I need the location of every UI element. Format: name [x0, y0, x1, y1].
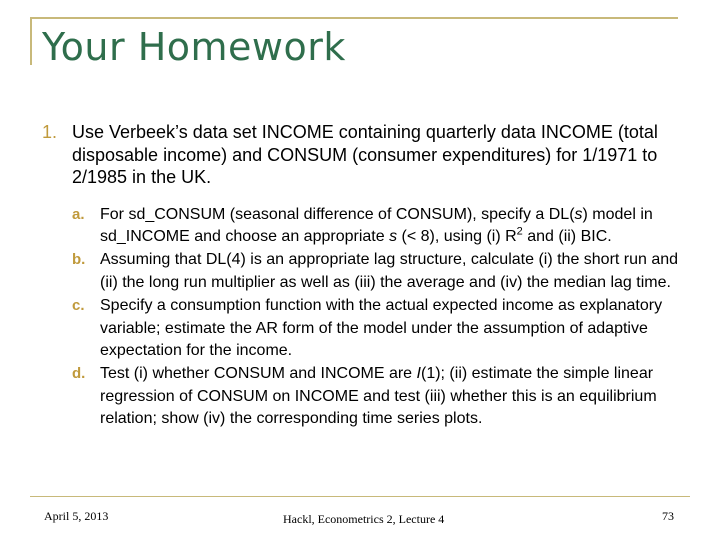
footer-rule — [30, 496, 690, 497]
superscript: 2 — [516, 225, 523, 238]
item-text: Use Verbeek’s data set INCOME containing quarterly data INCOME (total disposable income) and CONSUM (consumer expenditures) for 1/1971 to 2/1985 in the UK. — [72, 122, 658, 187]
subtask-text-part: Test (i) whether CONSUM and INCOME are — [100, 365, 417, 383]
title-frame-left-rule — [30, 17, 32, 65]
subtask-d — [72, 363, 692, 430]
subtask-a — [72, 204, 692, 249]
subtask-text-part: ) model in sd_INCOME and choose an appropriate — [100, 205, 653, 245]
subtask-text-part: and (ii) BIC. — [522, 227, 612, 245]
slide-title: Your Homework — [42, 25, 346, 69]
subtask-italic-var: s — [389, 227, 398, 245]
subtask-text-part: (1); (ii) estimate the simple linear regression of CONSUM on INCOME and test (iii) whether this is an equilibrium relation; show (iv) the corresponding time series plots. — [100, 365, 657, 428]
footer-course: Hackl, Econometrics 2, Lecture 4 — [283, 512, 445, 526]
subtask-text: Assuming that DL(4) is an appropriate lag structure, calculate (i) the short run and (ii) the long run multiplier as well as (iii) the average and (iv) the median lag time. — [100, 251, 679, 291]
subtask-text: Specify a consumption function with the actual expected income as explanatory variable; estimate the AR form of the model under the assumption of adaptive expectation for the income. — [100, 297, 663, 359]
homework-list — [42, 121, 692, 432]
subtask-list — [72, 204, 692, 431]
subtask-letter: c. — [72, 297, 85, 315]
subtask-text-part: For sd_CONSUM (seasonal difference of CONSUM), specify a DL( — [100, 205, 575, 223]
homework-item-1 — [42, 121, 692, 431]
page-number: 73 — [662, 509, 674, 523]
subtask-b — [72, 249, 692, 294]
subtask-c — [72, 295, 692, 362]
subtask-letter: a. — [72, 205, 85, 223]
item-number: 1. — [42, 122, 58, 142]
footer-date: April 5, 2013 — [44, 509, 109, 523]
subtask-italic-var: s — [574, 205, 583, 223]
subtask-italic-var: I — [416, 365, 421, 383]
title-frame-top-rule — [30, 17, 678, 19]
subtask-text-part: (< 8), using (i) R — [397, 227, 517, 245]
subtask-letter: b. — [72, 251, 86, 269]
subtask-letter: d. — [72, 365, 86, 383]
